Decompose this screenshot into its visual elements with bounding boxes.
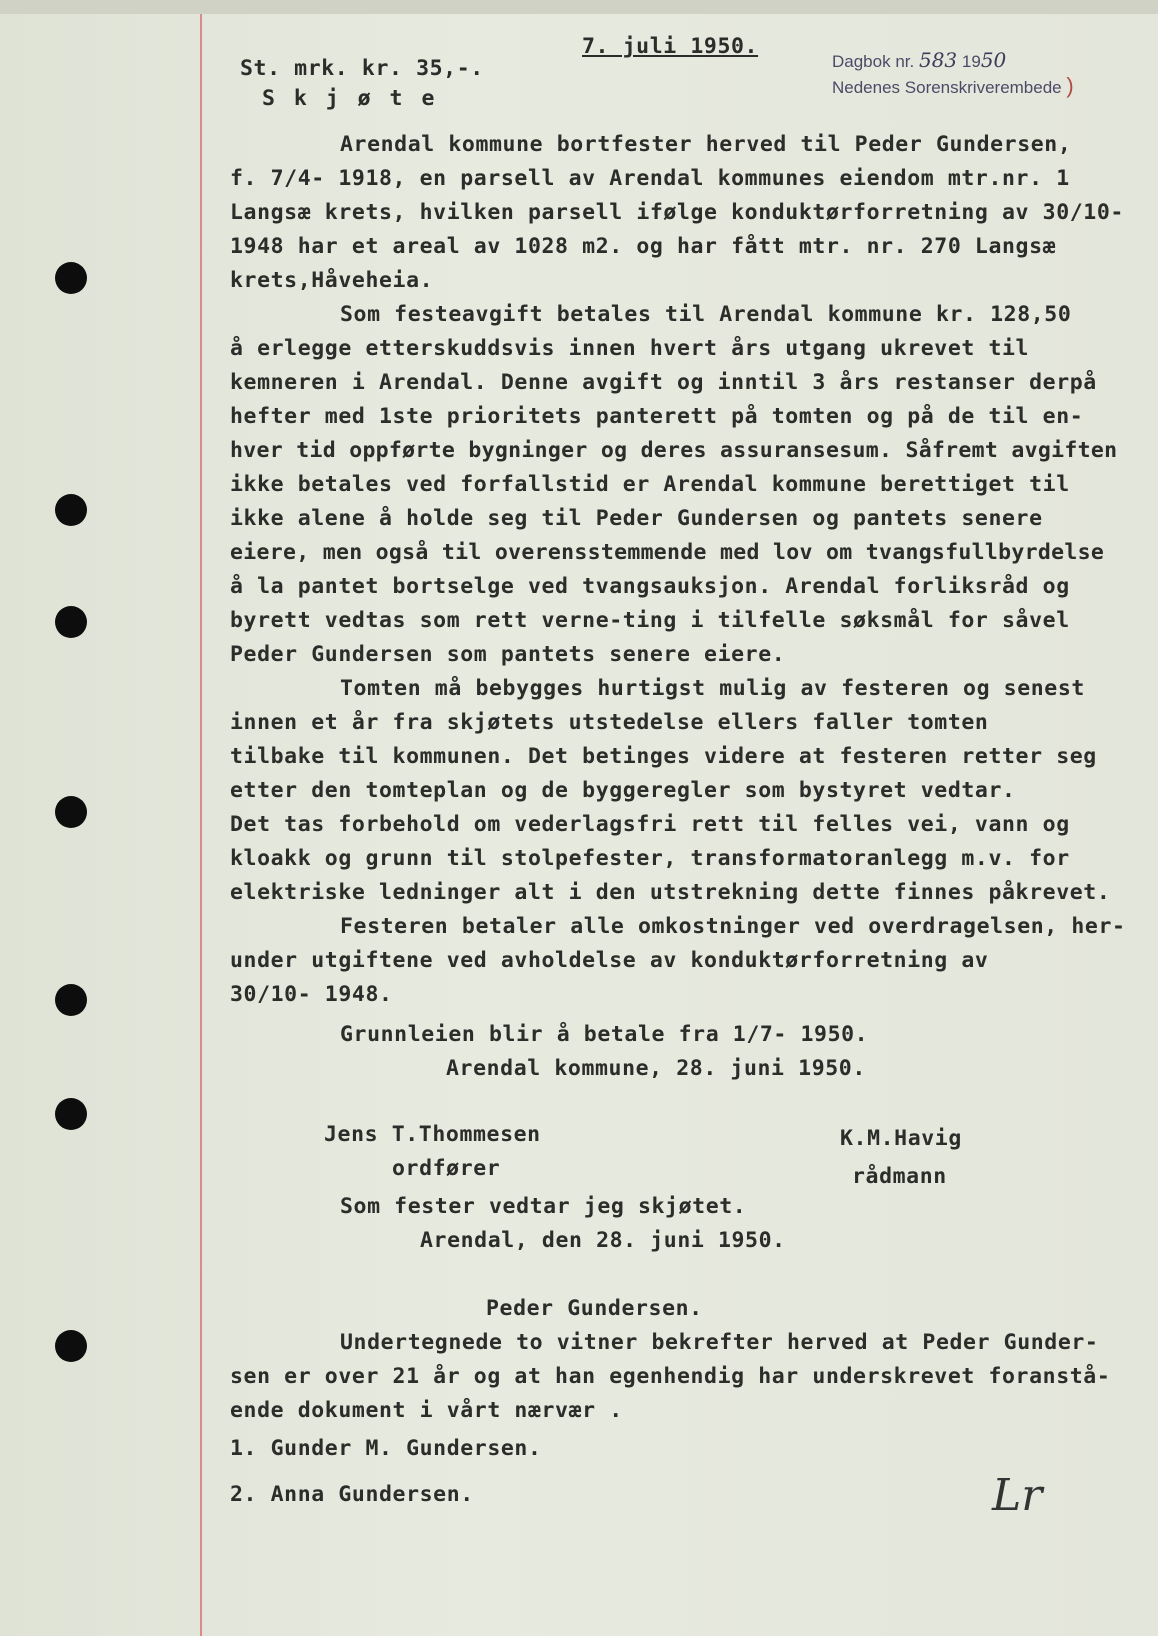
stamp-label: Dagbok nr. xyxy=(832,52,915,71)
lessee-place-date-line: Arendal, den 28. juni 1950. xyxy=(420,1228,786,1253)
witness-line: Undertegnede to vitner bekrefter herved at Peder Gunder- xyxy=(340,1330,1099,1355)
punch-hole xyxy=(55,494,87,526)
body-line: elektriske ledninger alt i den utstrekning dette finnes påkrevet. xyxy=(230,880,1111,905)
body-line: Tomten må bebygges hurtigst mulig av festeren og senest xyxy=(340,676,1085,701)
place-date-line: Arendal kommune, 28. juni 1950. xyxy=(446,1056,866,1081)
punch-hole xyxy=(55,262,87,294)
punch-hole xyxy=(55,606,87,638)
body-line: hefter med 1ste prioritets panterett på tomten og på de til en- xyxy=(230,404,1084,429)
body-line: kemneren i Arendal. Denne avgift og inntil 3 års restanser derpå xyxy=(230,370,1097,395)
stamp-duty-line: St. mrk. kr. 35,-. xyxy=(240,56,484,81)
punch-hole xyxy=(55,796,87,828)
body-line: Det tas forbehold om vederlagsfri rett til felles vei, vann og xyxy=(230,812,1070,837)
body-line: etter den tomteplan og de byggeregler som bystyret vedtar. xyxy=(230,778,1016,803)
handwritten-initial: Lr xyxy=(992,1470,1043,1521)
witness-1: 1. Gunder M. Gundersen. xyxy=(230,1436,542,1461)
body-line: kloakk og grunn til stolpefester, transformatoranlegg m.v. for xyxy=(230,846,1070,871)
body-line: Peder Gundersen som pantets senere eiere. xyxy=(230,642,786,667)
document-date: 7. juli 1950. xyxy=(582,34,759,59)
title-mayor: ordfører xyxy=(392,1156,501,1181)
punch-hole xyxy=(55,1330,87,1362)
body-line: å erlegge etterskuddsvis innen hvert års utgang ukrevet til xyxy=(230,336,1030,361)
witness-line: ende dokument i vårt nærvær . xyxy=(230,1398,623,1423)
signatory-councillor: K.M.Havig xyxy=(840,1126,962,1151)
body-line: hver tid oppførte bygninger og deres assuransesum. Såfremt avgiften xyxy=(230,438,1118,463)
lessee-signature: Peder Gundersen. xyxy=(486,1296,703,1321)
stamp-year-written: 50 xyxy=(980,48,1007,72)
top-edge xyxy=(0,0,1158,14)
stamp-bracket: ) xyxy=(1066,73,1074,98)
body-line: byrett vedtas som rett verne-ting i tilfelle søksmål for såvel xyxy=(230,608,1070,633)
body-line: innen et år fra skjøtets utstedelse ellers faller tomten xyxy=(230,710,989,735)
rent-start-line: Grunnleien blir å betale fra 1/7- 1950. xyxy=(340,1022,869,1047)
body-line: krets,Håveheia. xyxy=(230,268,434,293)
lessee-acceptance-line: Som fester vedtar jeg skjøtet. xyxy=(340,1194,747,1219)
punch-hole xyxy=(55,984,87,1016)
body-line: Langsæ krets, hvilken parsell ifølge konduktørforretning av 30/10- xyxy=(230,200,1124,225)
body-line: ikke alene å holde seg til Peder Gundersen og pantets senere xyxy=(230,506,1043,531)
title-councillor: rådmann xyxy=(852,1164,947,1189)
body-line: Som festeavgift betales til Arendal kommune kr. 128,50 xyxy=(340,302,1072,327)
stamp-number: 583 xyxy=(918,48,958,72)
registry-stamp xyxy=(832,48,1074,100)
document-title: S k j ø t e xyxy=(262,86,438,111)
body-line: å la pantet bortselge ved tvangsauksjon. Arendal forliksråd og xyxy=(230,574,1070,599)
body-line: Festeren betaler alle omkostninger ved overdragelsen, her- xyxy=(340,914,1126,939)
margin-line xyxy=(200,14,202,1636)
stamp-year-printed: 19 xyxy=(961,52,981,71)
body-line: ikke betales ved forfallstid er Arendal kommune berettiget til xyxy=(230,472,1070,497)
body-line: 1948 har et areal av 1028 m2. og har fått mtr. nr. 270 Langsæ xyxy=(230,234,1057,259)
body-line: f. 7/4- 1918, en parsell av Arendal kommunes eiendom mtr.nr. 1 xyxy=(230,166,1070,191)
witness-2: 2. Anna Gundersen. xyxy=(230,1482,474,1507)
body-line: Arendal kommune bortfester herved til Peder Gundersen, xyxy=(340,132,1072,157)
body-line: 30/10- 1948. xyxy=(230,982,393,1007)
stamp-office: Nedenes Sorenskriverembede xyxy=(832,78,1062,97)
witness-line: sen er over 21 år og at han egenhendig har underskrevet foranstå- xyxy=(230,1364,1111,1389)
signatory-mayor: Jens T.Thommesen xyxy=(324,1122,541,1147)
body-line: tilbake til kommunen. Det betinges videre at festeren retter seg xyxy=(230,744,1097,769)
body-line: eiere, men også til overensstemmende med lov om tvangsfullbyrdelse xyxy=(230,540,1105,565)
body-line: under utgiftene ved avholdelse av konduktørforretning av xyxy=(230,948,989,973)
punch-hole xyxy=(55,1098,87,1130)
